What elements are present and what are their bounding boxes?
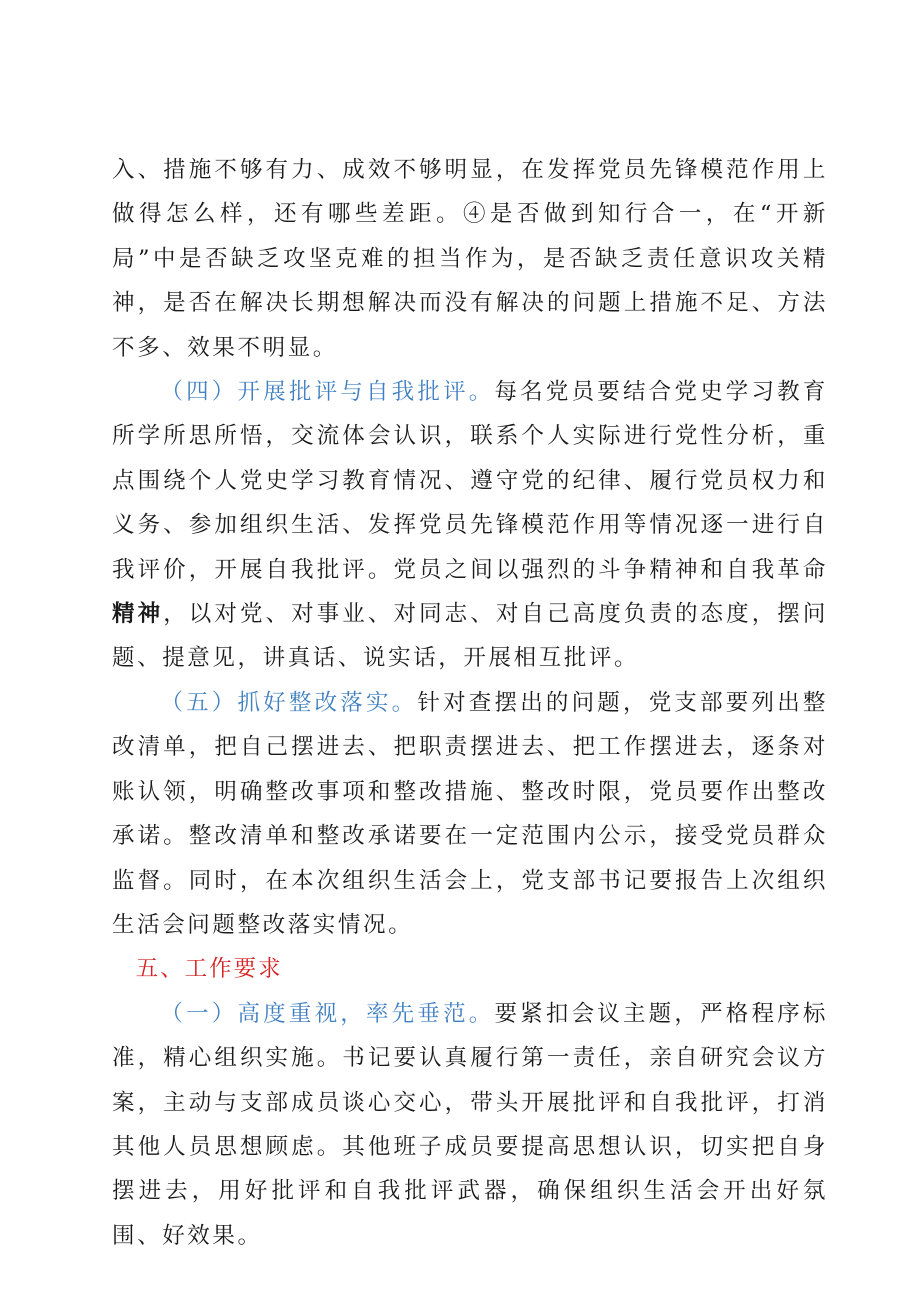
paragraph-attention: [112, 992, 828, 1258]
paragraph-rectification: [112, 681, 828, 947]
paragraph-text: 入、措施不够有力、成效不够明显，在发挥党员先锋模范作用上做得怎么样，还有哪些差距。④是否做到知行合一，在“开新局”中是否缺乏攻坚克难的担当作为，是否缺乏责任意识攻关精神，是否在解决长期想解决而没有解决的问题上措施不足、方法不多、效果不明显。: [112, 157, 828, 361]
document-body: [112, 148, 828, 1258]
emphasis-text: 精神: [112, 601, 164, 628]
section-heading: 五、工作要求: [135, 956, 283, 983]
paragraph-text: ，以对党、对事业、对同志、对自己高度负责的态度，摆问题、提意见，讲真话、说实话，开展相互批评。: [112, 601, 828, 672]
subheading-criticism: （四）开展批评与自我批评。: [160, 379, 495, 406]
subheading-attention: （一）高度重视，率先垂范。: [160, 1000, 495, 1027]
paragraph-criticism: [112, 370, 828, 681]
paragraph-text: 要紧扣会议主题，严格程序标准，精心组织实施。书记要认真履行第一责任，亲自研究会议方案，主动与支部成员谈心交心，带头开展批评和自我批评，打消其他人员思想顾虑。其他班子成员要提高思想认识，切实把自身摆进去，用好批评和自我批评武器，确保组织生活会开出好氛围、好效果。: [112, 1000, 828, 1249]
paragraph-continuation: [112, 148, 828, 370]
paragraph-text: 针对查摆出的问题，党支部要列出整改清单，把自己摆进去、把职责摆进去、把工作摆进去，逐条对账认领，明确整改事项和整改措施、整改时限，党员要作出整改承诺。整改清单和整改承诺要在一定范围内公示，接受党员群众监督。同时，在本次组织生活会上，党支部书记要报告上次组织生活会问题整改落实情况。: [112, 689, 828, 938]
subheading-rectification: （五）抓好整改落实。: [160, 689, 418, 716]
paragraph-text: 每名党员要结合党史学习教育所学所思所悟，交流体会认识，联系个人实际进行党性分析，重点围绕个人党史学习教育情况、遵守党的纪律、履行党员权力和义务、参加组织生活、发挥党员先锋模范作用等情况逐一进行自我评价，开展自我批评。党员之间以强烈的斗争精神和自我革命: [112, 379, 828, 583]
